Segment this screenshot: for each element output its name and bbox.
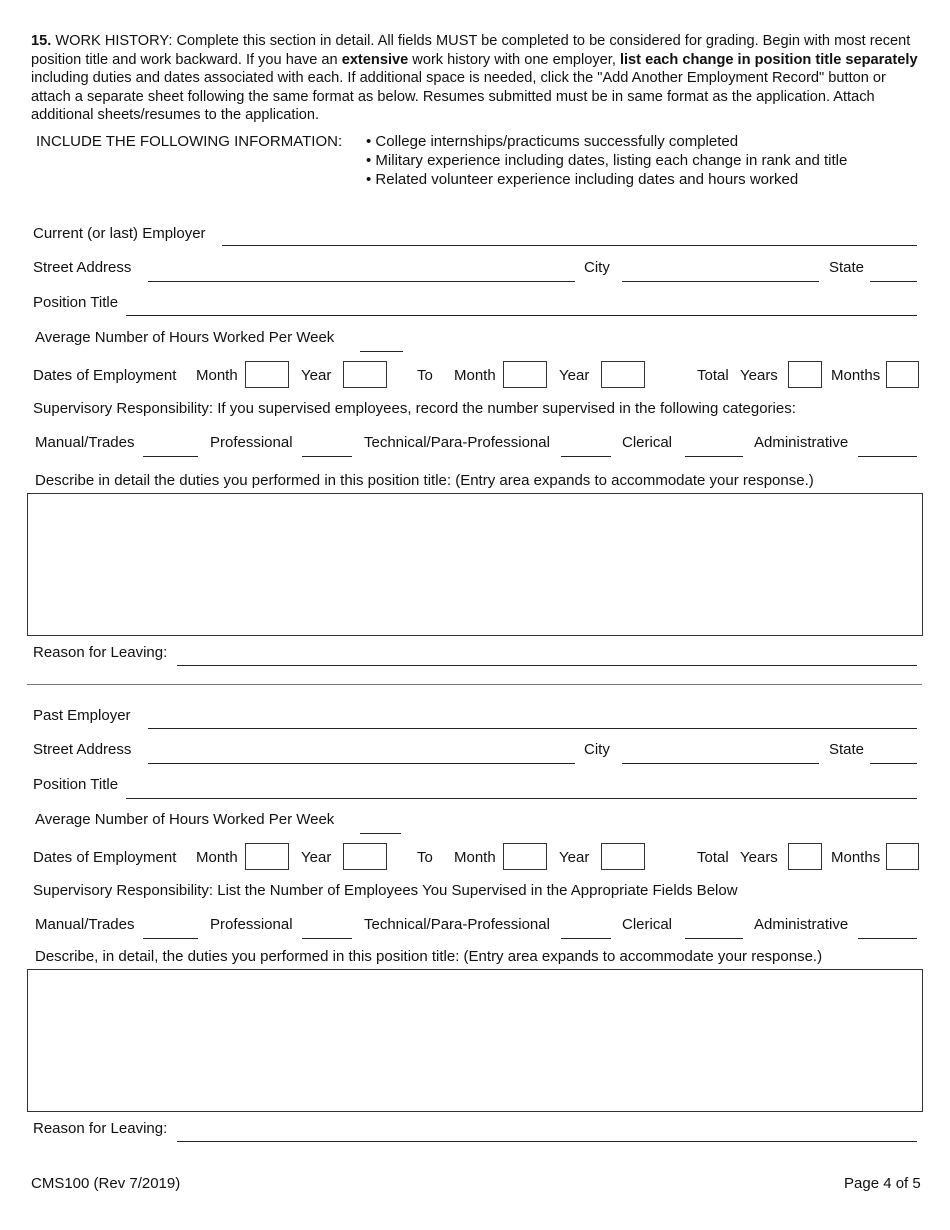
avg-hours-label: Average Number of Hours Worked Per Week — [35, 811, 335, 828]
from-year-label: Year — [301, 849, 332, 866]
reason-for-leaving-field[interactable] — [177, 665, 917, 666]
to-month-input[interactable] — [503, 843, 547, 870]
professional-label: Professional — [210, 916, 293, 933]
instructions-text-1: WORK HISTORY: Complete this section in detail. All fields MUST be completed to be considered for grading. Begin with most recent position title and work backward. If you have an — [31, 33, 911, 68]
dates-of-employment-label: Dates of Employment — [33, 367, 177, 384]
professional-field[interactable] — [302, 456, 352, 457]
city-label: City — [584, 259, 610, 276]
city-label: City — [584, 741, 610, 758]
current-employer-field[interactable] — [222, 245, 917, 246]
professional-label: Professional — [210, 434, 293, 451]
from-year-input[interactable] — [343, 361, 387, 388]
state-label: State — [829, 259, 865, 276]
total-years-input[interactable] — [788, 361, 822, 388]
past-employer-label: Past Employer — [33, 707, 131, 724]
city-field[interactable] — [622, 281, 819, 282]
from-month-label: Month — [196, 367, 238, 384]
administrative-label: Administrative — [754, 434, 849, 451]
manual-trades-field[interactable] — [143, 938, 198, 939]
professional-field[interactable] — [302, 938, 352, 939]
section-divider — [27, 684, 922, 685]
city-field[interactable] — [622, 763, 819, 764]
past-employer-field[interactable] — [148, 728, 917, 729]
form-id: CMS100 (Rev 7/2019) — [31, 1175, 181, 1192]
administrative-label: Administrative — [754, 916, 849, 933]
current-employer-label: Current (or last) Employer — [33, 225, 206, 242]
street-address-field[interactable] — [148, 763, 575, 764]
state-label: State — [829, 741, 865, 758]
supervisory-note: Supervisory Responsibility: List the Number of Employees You Supervised in the Appropriate Fields Below — [33, 882, 738, 899]
technical-label: Technical/Para-Professional — [364, 916, 550, 933]
from-month-input[interactable] — [245, 361, 289, 388]
reason-for-leaving-label: Reason for Leaving: — [33, 1120, 168, 1137]
street-address-label: Street Address — [33, 259, 132, 276]
clerical-label: Clerical — [622, 916, 673, 933]
avg-hours-field[interactable] — [360, 833, 401, 834]
instructions-text-3: including duties and dates associated with each. If additional space is needed, click the "Add Another Employment Record" button or attach a separate sheet following the same format as below. Resumes submitted must be in same format as the application. Attach additional sheets/resumes to the application. — [31, 70, 886, 124]
total-months-label: Months — [831, 367, 881, 384]
from-year-input[interactable] — [343, 843, 387, 870]
manual-trades-label: Manual/Trades — [35, 916, 135, 933]
to-month-label: Month — [454, 367, 496, 384]
duties-textarea[interactable] — [27, 969, 923, 1112]
clerical-label: Clerical — [622, 434, 673, 451]
from-year-label: Year — [301, 367, 332, 384]
manual-trades-field[interactable] — [143, 456, 198, 457]
reason-for-leaving-label: Reason for Leaving: — [33, 644, 168, 661]
administrative-field[interactable] — [858, 456, 917, 457]
clerical-field[interactable] — [685, 938, 743, 939]
position-title-field[interactable] — [126, 798, 917, 799]
state-field[interactable] — [870, 763, 917, 764]
page-number: Page 4 of 5 — [844, 1175, 921, 1192]
to-month-label: Month — [454, 849, 496, 866]
to-year-input[interactable] — [601, 361, 645, 388]
to-label: To — [417, 367, 433, 384]
position-title-label: Position Title — [33, 294, 119, 311]
instructions-text-2: work history with one employer, — [408, 51, 620, 68]
section-instructions — [31, 32, 921, 125]
total-months-input[interactable] — [886, 843, 919, 870]
total-label: Total — [697, 849, 729, 866]
state-field[interactable] — [870, 281, 917, 282]
from-month-input[interactable] — [245, 843, 289, 870]
total-months-input[interactable] — [886, 361, 919, 388]
total-years-label: Years — [740, 367, 778, 384]
street-address-label: Street Address — [33, 741, 132, 758]
position-title-field[interactable] — [126, 315, 917, 316]
include-item: • Related volunteer experience including dates and hours worked — [366, 171, 799, 188]
street-address-field[interactable] — [148, 281, 575, 282]
to-year-label: Year — [559, 367, 590, 384]
total-years-input[interactable] — [788, 843, 822, 870]
include-item: • Military experience including dates, listing each change in rank and title — [366, 152, 848, 169]
instructions-bold-1: extensive — [341, 51, 409, 68]
position-title-label: Position Title — [33, 776, 119, 793]
clerical-field[interactable] — [685, 456, 743, 457]
duties-textarea[interactable] — [27, 493, 923, 636]
administrative-field[interactable] — [858, 938, 917, 939]
to-label: To — [417, 849, 433, 866]
total-months-label: Months — [831, 849, 881, 866]
total-years-label: Years — [740, 849, 778, 866]
technical-label: Technical/Para-Professional — [364, 434, 550, 451]
technical-field[interactable] — [561, 938, 611, 939]
dates-of-employment-label: Dates of Employment — [33, 849, 177, 866]
to-year-input[interactable] — [601, 843, 645, 870]
total-label: Total — [697, 367, 729, 384]
avg-hours-field[interactable] — [360, 351, 403, 352]
supervisory-note: Supervisory Responsibility: If you supervised employees, record the number supervised in the following categories: — [33, 400, 796, 417]
describe-duties-note: Describe in detail the duties you performed in this position title: (Entry area expands to accommodate your response.) — [35, 472, 814, 489]
include-label: INCLUDE THE FOLLOWING INFORMATION: — [36, 133, 343, 150]
to-year-label: Year — [559, 849, 590, 866]
to-month-input[interactable] — [503, 361, 547, 388]
manual-trades-label: Manual/Trades — [35, 434, 135, 451]
describe-duties-note: Describe, in detail, the duties you performed in this position title: (Entry area expands to accommodate your response.) — [35, 948, 823, 965]
avg-hours-label: Average Number of Hours Worked Per Week — [35, 329, 335, 346]
include-item: • College internships/practicums successfully completed — [366, 133, 739, 150]
instructions-bold-2: list each change in position title separately — [619, 51, 918, 68]
section-number: 15. — [31, 33, 52, 49]
technical-field[interactable] — [561, 456, 611, 457]
reason-for-leaving-field[interactable] — [177, 1141, 917, 1142]
from-month-label: Month — [196, 849, 238, 866]
